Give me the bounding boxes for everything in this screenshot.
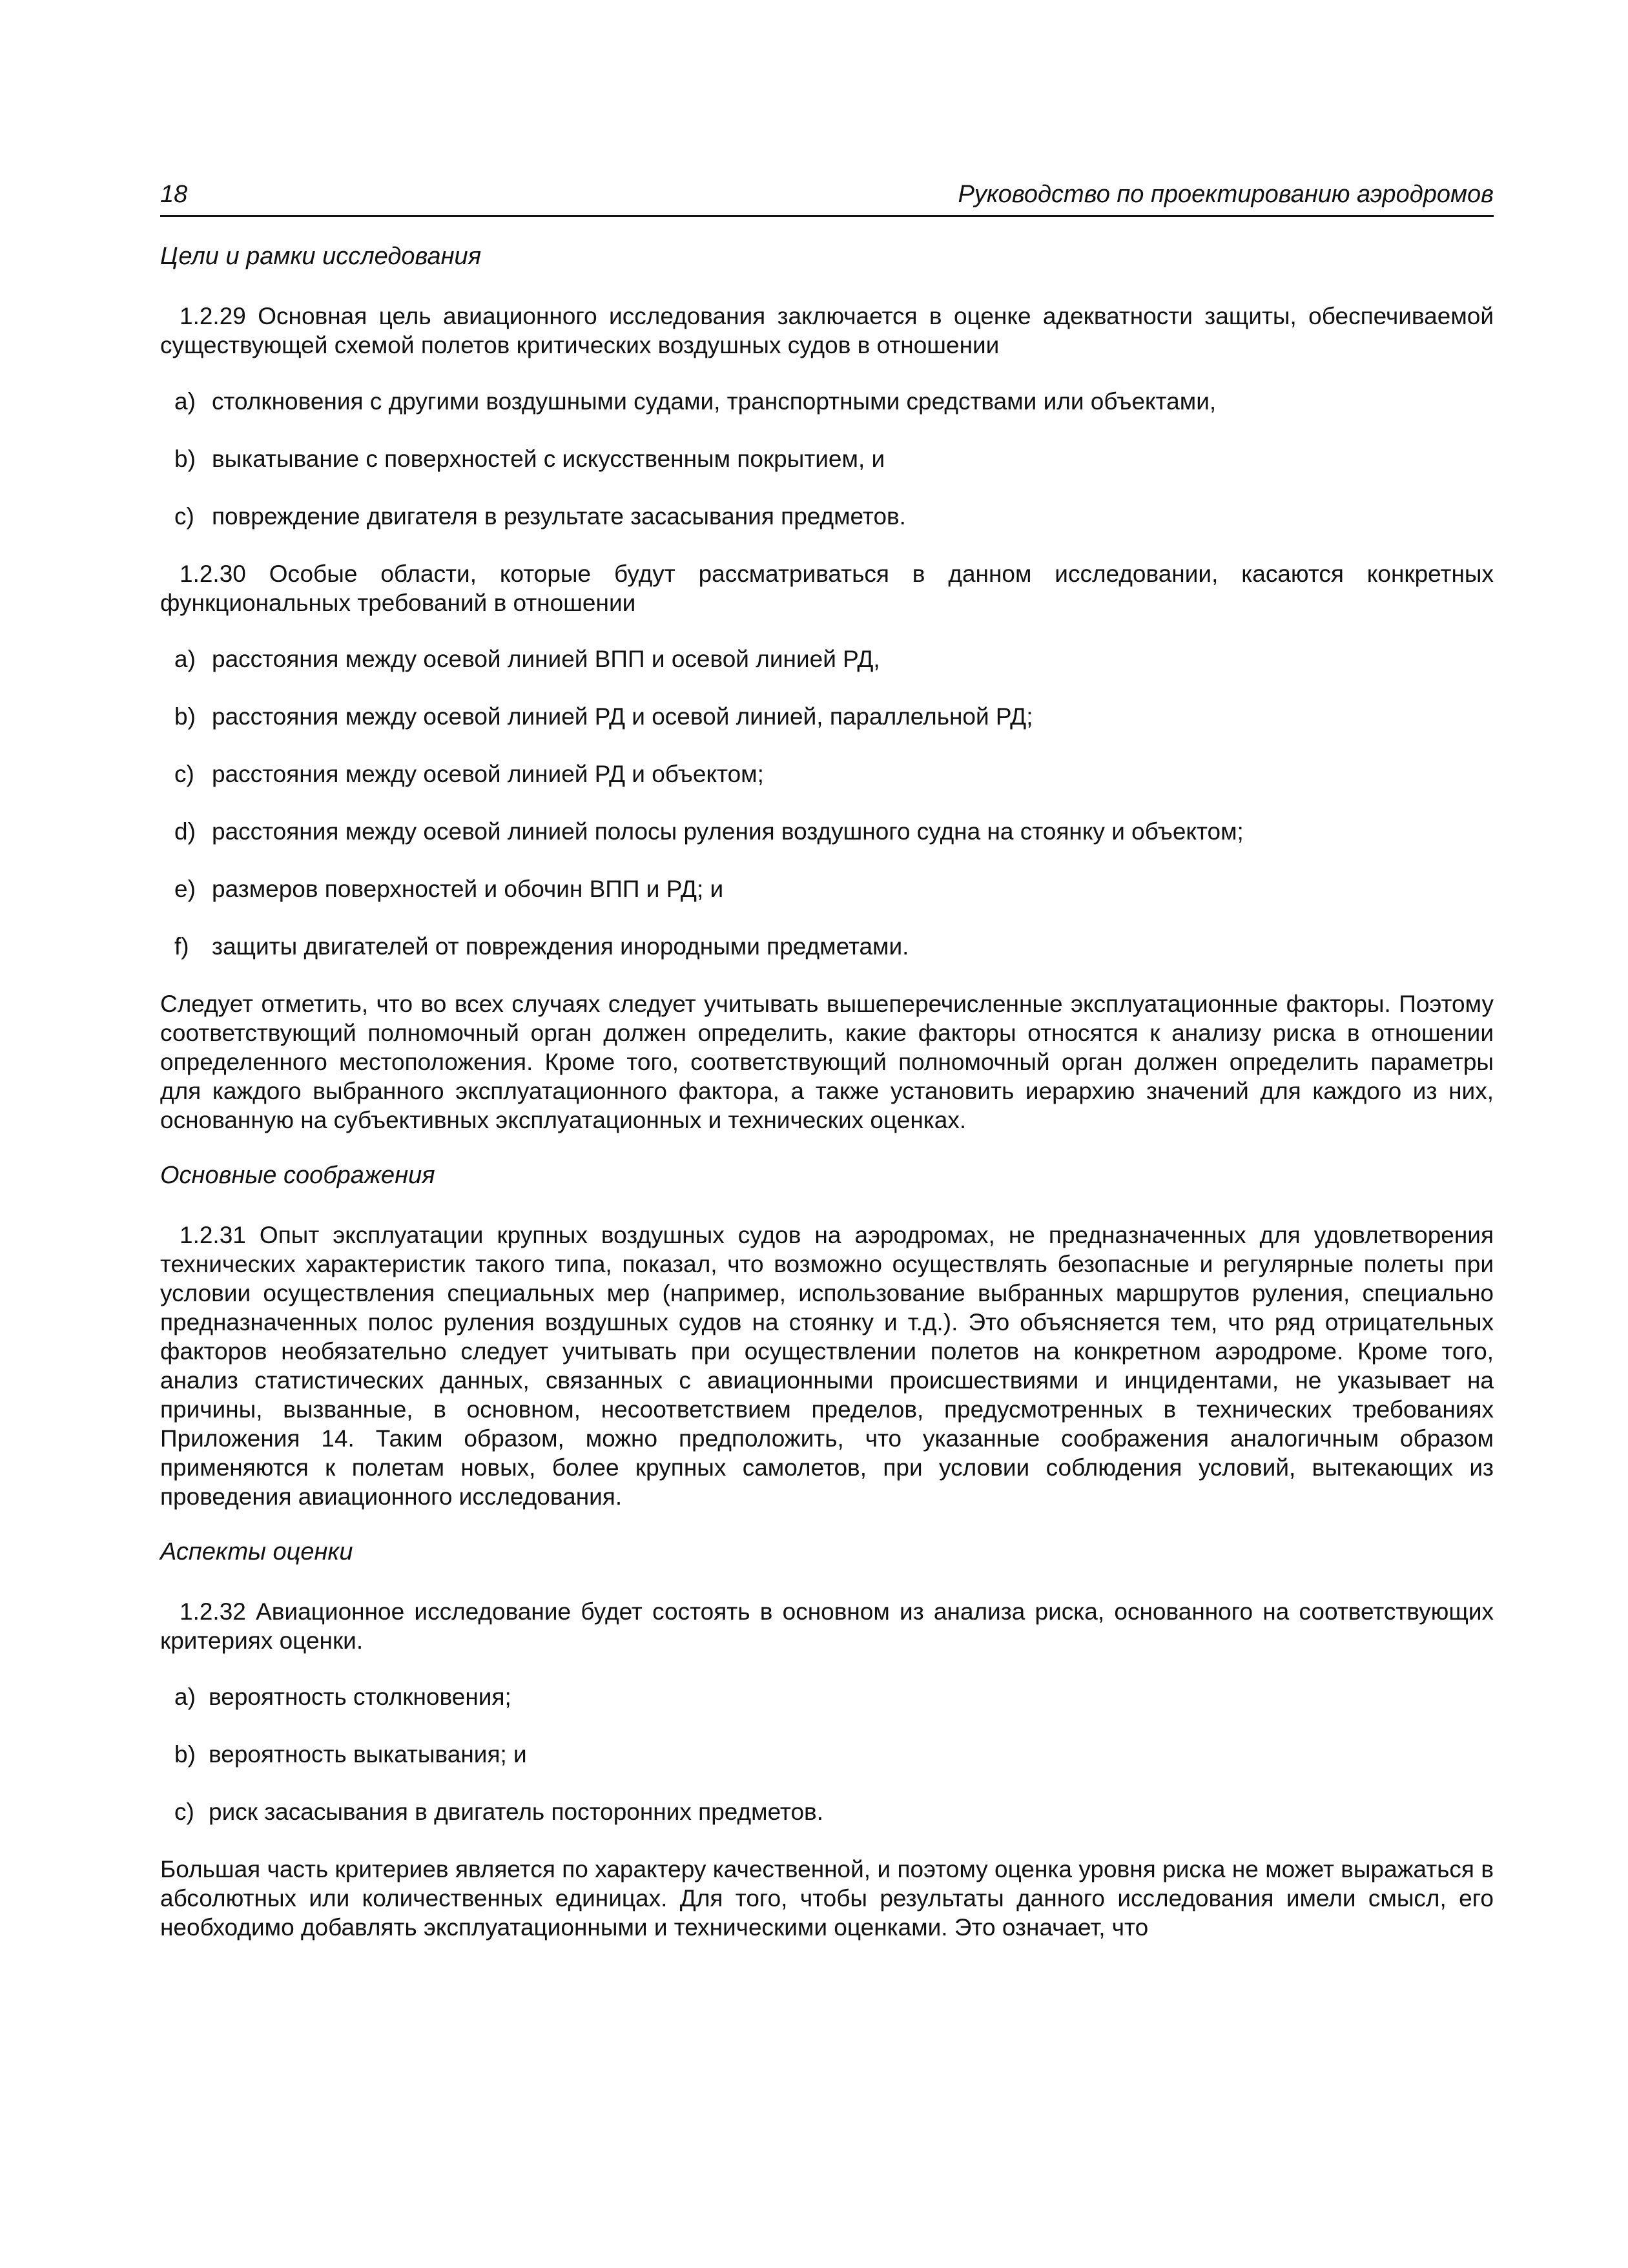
page-header xyxy=(160,181,1494,217)
list-item xyxy=(160,444,1494,473)
list-marker: a) xyxy=(174,388,196,415)
list-item xyxy=(160,1740,1494,1769)
page-number: 18 xyxy=(160,181,188,208)
list-item xyxy=(160,817,1494,846)
list-item xyxy=(160,1797,1494,1826)
list-marker: d) xyxy=(174,818,196,845)
list-collision-risks xyxy=(160,387,1494,531)
list-text: расстояния между осевой линией РД и осевой линией, параллельной РД; xyxy=(212,703,1033,730)
list-item xyxy=(160,1682,1494,1711)
paragraph-final: Большая часть критериев является по характеру качественной, и поэтому оценка уровня риска не может выражаться в абсолютных или количественных единицах. Для того, чтобы результаты данного исследования имели смысл, его необходимо добавлять эксплуатационными и техническими оценками. Это означает, что xyxy=(160,1856,1494,1941)
list-item xyxy=(160,759,1494,789)
paragraph-text: Основная цель авиационного исследования заключается в оценке адекватности защиты, обеспечиваемой существующей схемой полетов критических воздушных судов в отношении xyxy=(160,303,1494,358)
list-text: столкновения с другими воздушными судами, транспортными средствами или объектами, xyxy=(212,388,1217,415)
paragraph-number: 1.2.31 xyxy=(180,1222,246,1248)
list-functional-requirements xyxy=(160,644,1494,961)
list-text: расстояния между осевой линией полосы руления воздушного судна на стоянку и объектом; xyxy=(212,818,1244,845)
paragraph-text: Особые области, которые будут рассматриваться в данном исследовании, касаются конкретных функциональных требований в отношении xyxy=(160,561,1494,616)
list-text: расстояния между осевой линией ВПП и осевой линией РД, xyxy=(212,646,880,672)
section-title-goals: Цели и рамки исследования xyxy=(160,243,481,270)
list-text: повреждение двигателя в результате засасывания предметов. xyxy=(212,503,906,530)
list-marker: a) xyxy=(174,646,196,672)
list-marker: f) xyxy=(174,933,189,960)
list-marker: e) xyxy=(174,876,196,902)
list-marker: b) xyxy=(174,446,196,472)
list-text: размеров поверхностей и обочин ВПП и РД; и xyxy=(212,876,724,902)
list-text: защиты двигателей от повреждения инородными предметами. xyxy=(212,933,909,960)
list-item xyxy=(160,702,1494,731)
list-text: риск засасывания в двигатель посторонних предметов. xyxy=(209,1799,823,1825)
list-text: выкатывание с поверхностей с искусственным покрытием, и xyxy=(212,446,885,472)
list-item xyxy=(160,874,1494,903)
list-marker: b) xyxy=(174,1741,196,1768)
list-item xyxy=(160,502,1494,531)
list-marker: c) xyxy=(174,503,194,530)
paragraph-text: Авиационное исследование будет состоять в основном из анализа риска, основанного на соответствующих критериях оценки. xyxy=(160,1598,1494,1654)
list-item xyxy=(160,932,1494,961)
paragraph-1-2-29 xyxy=(160,302,1494,360)
document-page xyxy=(160,181,1494,1969)
paragraph-1-2-31 xyxy=(160,1221,1494,1511)
paragraph-1-2-30 xyxy=(160,559,1494,617)
paragraph-text: Опыт эксплуатации крупных воздушных судов на аэродромах, не предназначенных для удовлетворения технических характеристик такого типа, показал, что возможно осуществлять безопасные и регулярные полеты при условии осуществления специальных мер (например, использование выбранных маршрутов руления, специально предназначенных полос руления воздушных судов на стоянку и т.д.). Это объясняется тем, что ряд отрицательных факторов необязательно следует учитывать при осуществлении полетов на конкретном аэродроме. Кроме того, анализ статистических данных, связанных с авиационными происшествиями и инцидентами, не указывает на причины, вызванные, в основном, несоответствием пределов, предусмотренных в технических требованиях Приложения 14. Таким образом, можно предположить, что указанные соображения аналогичным образом применяются к полетам новых, более крупных самолетов, при условии соблюдения условий, вытекающих из проведения авиационного исследования. xyxy=(160,1222,1494,1510)
section-title-basic-considerations: Основные соображения xyxy=(160,1162,435,1189)
list-marker: c) xyxy=(174,761,194,787)
running-title: Руководство по проектированию аэродромов xyxy=(958,181,1494,208)
list-text: вероятность столкновения; xyxy=(209,1684,511,1710)
section-title-assessment-aspects: Аспекты оценки xyxy=(160,1538,353,1565)
paragraph-number: 1.2.29 xyxy=(180,303,246,329)
paragraph-note: Следует отметить, что во всех случаях следует учитывать вышеперечисленные эксплуатационные факторы. Поэтому соответствующий полномочный орган должен определить, какие факторы относятся к анализу риска в отношении определенного местоположения. Кроме того, соответствующий полномочный орган должен определить параметры для каждого выбранного эксплуатационного фактора, а также установить иерархию значений для каждого из них, основанную на субъективных эксплуатационных и технических оценках. xyxy=(160,991,1494,1133)
paragraph-number: 1.2.30 xyxy=(180,561,246,587)
list-item xyxy=(160,387,1494,416)
list-text: расстояния между осевой линией РД и объектом; xyxy=(212,761,764,787)
list-marker: a) xyxy=(174,1684,196,1710)
list-text: вероятность выкатывания; и xyxy=(209,1741,527,1768)
paragraph-number: 1.2.32 xyxy=(180,1598,246,1625)
list-assessment-criteria xyxy=(160,1682,1494,1826)
list-marker: b) xyxy=(174,703,196,730)
paragraph-1-2-32 xyxy=(160,1597,1494,1655)
list-item xyxy=(160,644,1494,674)
list-marker: c) xyxy=(174,1799,194,1825)
